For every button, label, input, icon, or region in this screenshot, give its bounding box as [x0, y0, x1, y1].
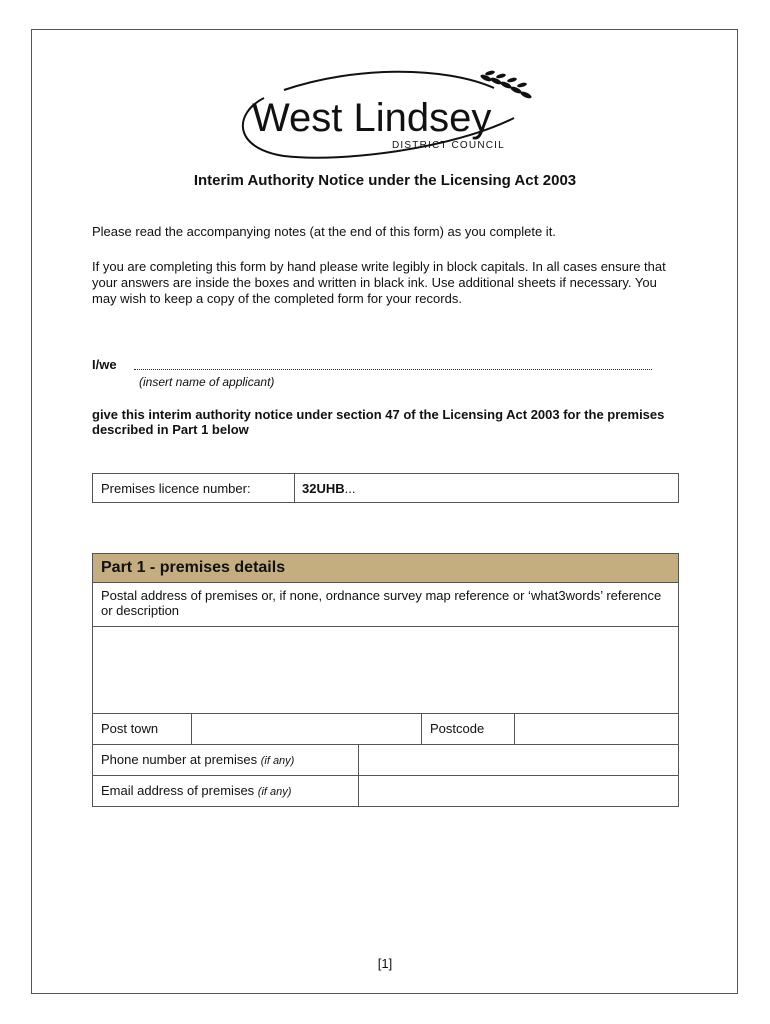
phone-note: (if any) — [260, 755, 295, 767]
part1-heading: Part 1 - premises details — [93, 554, 678, 583]
applicant-hint: (insert name of applicant) — [139, 375, 275, 389]
west-lindsey-logo-graphic — [224, 68, 554, 163]
licence-number-box — [92, 473, 679, 503]
intro-paragraph-1: Please read the accompanying notes (at the end of this form) as you complete it. — [92, 224, 556, 239]
town-postcode-row — [93, 714, 678, 745]
email-field[interactable] — [359, 776, 678, 806]
phone-field[interactable] — [359, 745, 678, 775]
phone-label — [93, 745, 359, 775]
post-town-field[interactable] — [192, 714, 422, 744]
email-row — [93, 776, 678, 806]
logo-wordmark: West Lindsey — [252, 96, 492, 140]
applicant-label: I/we — [92, 357, 117, 372]
licence-number-suffix: ... — [344, 481, 356, 496]
part1-premises-table — [92, 553, 679, 807]
address-field[interactable] — [93, 627, 678, 714]
email-label — [93, 776, 359, 806]
postcode-label: Postcode — [422, 714, 515, 744]
applicant-name-row — [92, 357, 652, 375]
address-label: Postal address of premises or, if none, ordnance survey map reference or ‘what3words’ reference or description — [93, 583, 678, 627]
council-logo — [224, 68, 554, 163]
applicant-name-field[interactable] — [134, 369, 652, 370]
licence-number-prefix: 32UHB — [302, 481, 345, 496]
notice-statement: give this interim authority notice under section 47 of the Licensing Act 2003 for the premises described in Part 1 below — [92, 407, 665, 437]
logo-subtitle: DISTRICT COUNCIL — [392, 140, 505, 151]
phone-row — [93, 745, 678, 776]
form-title: Interim Authority Notice under the Licensing Act 2003 — [193, 172, 577, 189]
email-note: (if any) — [257, 786, 292, 798]
postcode-field[interactable] — [515, 714, 678, 744]
email-label-text: Email address of premises — [101, 783, 255, 798]
post-town-label: Post town — [93, 714, 192, 744]
licence-number-label: Premises licence number: — [93, 474, 295, 502]
phone-label-text: Phone number at premises — [101, 752, 258, 767]
page-number: [1] — [377, 956, 393, 971]
intro-paragraph-2: If you are completing this form by hand please write legibly in block capitals. In all cases ensure that your answers are inside the boxes and written in black ink. Use additional sheets if necessary. You may wish to keep a copy of the completed form for your records. — [92, 259, 666, 306]
licence-number-field[interactable] — [295, 474, 678, 502]
